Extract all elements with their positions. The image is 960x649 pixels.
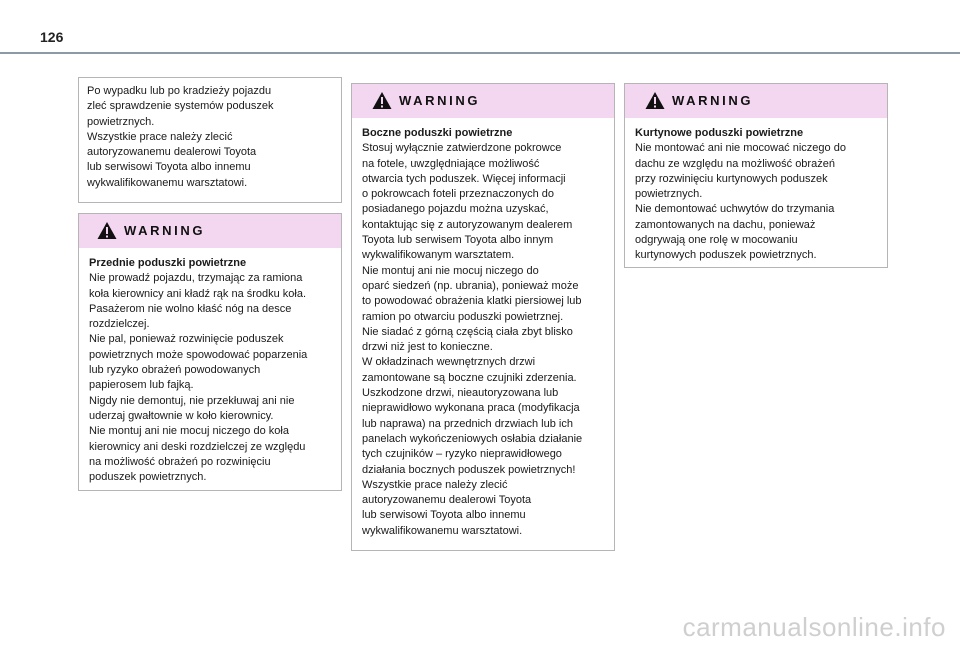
info-box xyxy=(78,77,342,203)
warning-box-curtain-airbags xyxy=(624,83,888,268)
warning-triangle-icon xyxy=(97,221,117,240)
warning-title: WARNING xyxy=(672,93,754,108)
warning-text: Nie montować ani nie mocować niczego do dachu ze względu na możliwość obrażeń przy rozwinięciu kurtynowych poduszek powietrznych. Nie demontować uchwytów do trzymania zamontowanych na dachu, ponieważ odgrywają one rolę w mocowaniu kurtynowych poduszek powietrznych. xyxy=(635,142,846,262)
warning-header xyxy=(625,84,887,118)
warning-box-side-airbags xyxy=(351,83,615,551)
info-box-text: Po wypadku lub po kradzieży pojazdu zleć sprawdzenie systemów poduszek powietrznych. Wszystkie prace należy zlecić autoryzowanemu dealerowi Toyota lub serwisowi Toyota albo innemu wykwalifikowanemu warsztatowi. xyxy=(87,85,274,189)
warning-header xyxy=(79,214,341,248)
watermark: carmanualsonline.info xyxy=(682,612,946,642)
header-divider xyxy=(0,52,960,54)
warning-header xyxy=(352,84,614,118)
warning-title: WARNING xyxy=(124,223,206,238)
warning-heading: Przednie poduszki powietrzne xyxy=(89,257,247,269)
warning-triangle-icon xyxy=(372,91,392,110)
warning-text: Nie prowadź pojazdu, trzymając za ramiona koła kierownicy ani kładź rąk na środku koła. Pasażerom nie wolno kłaść nóg na desce rozdzielczej. Nie pal, ponieważ rozwinięcie poduszek powietrznych może spowodować poparzenia lub ryzyko obrażeń powodowanych papierosem lub fajką. Nigdy nie demontuj, nie przekłuwaj ani nie uderzaj gwałtownie w koło kierownicy. Nie montuj ani nie mocuj niczego do koła kierownicy ani deski rozdzielczej ze względu na możliwość obrażeń po rozwinięciu poduszek powietrznych. xyxy=(89,272,308,484)
warning-text: Stosuj wyłącznie zatwierdzone pokrowce na fotele, uwzględniające możliwość otwarcia tych poduszek. Więcej informacji o pokrowcach foteli przeznaczonych do posiadanego pojazdu można uzyskać, kontaktując się z autoryzowanym dealerem Toyota lub serwisem Toyota albo innym wykwalifikowanym warsztatem. Nie montuj ani nie mocuj niczego do oparć siedzeń (np. ubrania), ponieważ może to powodować obrażenia klatki piersiowej lub ramion po otwarciu poduszki powietrznej. Nie siadać z górną częścią ciała zbyt blisko drzwi niż jest to konieczne. W okładzinach wewnętrznych drzwi zamontowane są boczne czujniki zderzenia. Uszkodzone drzwi, nieautoryzowana lub nieprawidłowo wykonana praca (modyfikacja lub naprawa) na przednich drzwiach lub ich panelach wykończeniowych osłabia działanie tych czujników – ryzyko nieprawidłowego działania bocznych poduszek powietrznych! Wszystkie prace należy zlecić autoryzowanemu dealerowi Toyota lub serwisowi Toyota albo innemu wykwalifikowanemu warsztatowi. xyxy=(362,142,583,537)
warning-body xyxy=(352,118,614,547)
warning-triangle-icon xyxy=(645,91,665,110)
warning-body xyxy=(79,248,341,493)
page-number: 126 xyxy=(40,29,64,45)
warning-heading: Kurtynowe poduszki powietrzne xyxy=(635,127,804,139)
warning-heading: Boczne poduszki powietrzne xyxy=(362,127,513,139)
warning-title: WARNING xyxy=(399,93,481,108)
warning-box-front-airbags xyxy=(78,213,342,491)
warning-body xyxy=(625,118,887,272)
